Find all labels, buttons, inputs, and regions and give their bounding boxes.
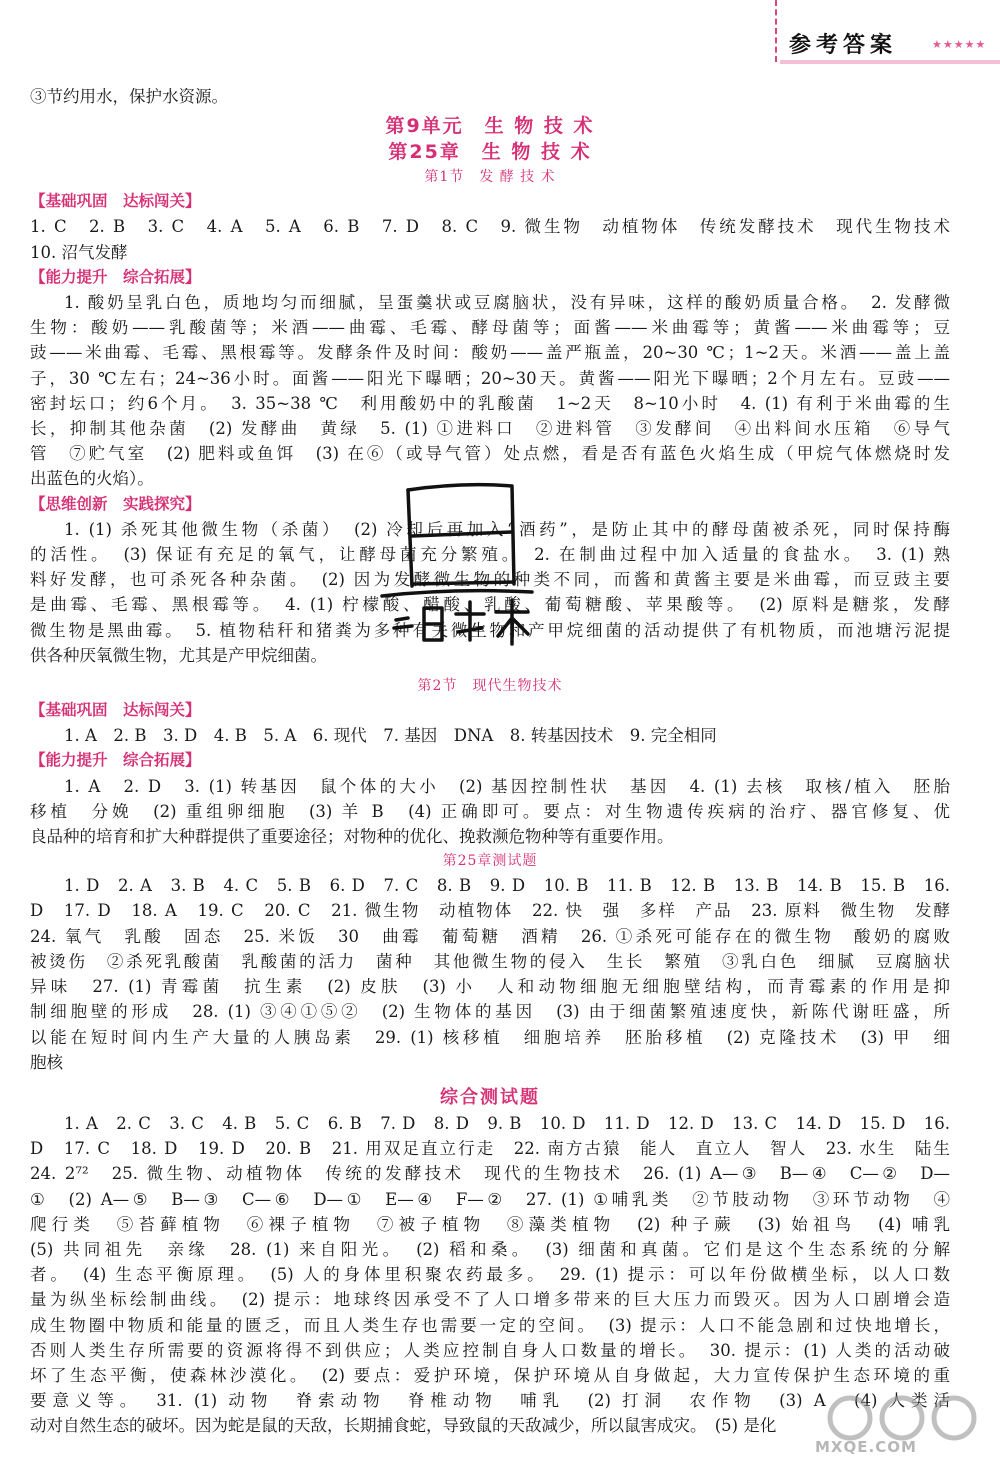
answer-line: 移植 分娩 (2) 重组卵细胞 (3) 羊 B (4) 正确即可。要点：对生物遗传疾病的治疗、器官修复、优 <box>30 801 950 821</box>
s2-basic-label: 【基础巩固 达标闯关】 <box>30 701 201 720</box>
header-divider <box>775 0 779 62</box>
answer-line: 管 ⑦贮气室 (2) 肥料或鱼饵 (3) 在⑥（或导气管）处点燃，看是否有蓝色火焰生成（甲烷气体燃烧时发 <box>30 444 950 464</box>
section2-title: 第2节 现代生物技术 <box>417 678 563 695</box>
answer-content <box>30 84 950 1439</box>
section1-title: 第1节 发 酵 技 术 <box>424 169 556 186</box>
answer-line: 的活性。 (3) 保证有充足的氧气，让酵母菌充分繁殖。 2. 在制曲过程中加入适量的食盐水。 3. (1) 熟 <box>30 545 950 565</box>
answer-line: 以能在短时间内生产大量的人胰岛素 29. (1) 核移植 细胞培养 胚胎移植 (2) 克隆技术 (3) 甲 细 <box>30 1027 950 1047</box>
header-title: 参考答案 <box>789 33 898 58</box>
comp-test-title: 综合测试题 <box>440 1086 540 1108</box>
answer-line: 1. 酸奶呈乳白色，质地均匀而细腻，呈蛋羹状或豆腐脑状，没有异味，这样的酸奶质量合格。 2. 发酵微 <box>64 293 950 313</box>
answer-line: 坏了生态平衡，使森林沙漠化。 (2) 要点：爱护环境，保护环境从自身做起，大力宣传保护生态环境的重 <box>30 1365 950 1385</box>
answer-line: (5) 共同祖先 亲缘 28. (1) 来自阳光。 (2) 稻和桑。 (3) 细菌和真菌。它们是这个生态系统的分解 <box>30 1239 950 1259</box>
s2-basic-block <box>30 723 950 748</box>
answer-line: 动对自然生态的破坏。因为蛇是鼠的天敌，长期捕食蛇，导致鼠的天敌减少，所以鼠害成灾。 (5) 是化 <box>30 1416 777 1436</box>
header-bar <box>780 60 1000 64</box>
s1-basic-block <box>30 214 950 264</box>
answer-line: ① (2) A—⑤ B—③ C—⑥ D—① E—④ F—② 27. (1) ①哺乳类 ②节肢动物 ③环节动物 ④ <box>30 1189 950 1209</box>
answer-line: 异味 27. (1) 青霉菌 抗生素 (2) 皮肤 (3) 小 人和动物细胞无细胞壁结构，而青霉素的作用是抑 <box>30 977 950 997</box>
answer-line: 否则人类生存所需要的资源将得不到供应；人类应控制自身人口数量的增长。 30. 提示：(1) 人类的活动破 <box>30 1340 950 1360</box>
answer-line: 生物：酸奶——乳酸菌等；米酒——曲霉、毛霉、酵母菌等；面酱——米曲霉等；黄酱——米曲霉等；豆 <box>30 318 950 338</box>
s1-think-label: 【思维创新 实践探究】 <box>30 494 201 513</box>
watermark-text: MXQE.COM <box>815 1438 917 1456</box>
answer-line: 1. A 2. B 3. D 4. B 5. A 6. 现代 7. 基因 DNA 8. 转基因技术 9. 完全相同 <box>64 726 717 746</box>
answer-line: 要意义等。 31. (1) 动物 脊索动物 脊椎动物 哺乳 (2) 打洞 农作物 (3) A (4) 人类活 <box>30 1391 950 1411</box>
header-stars-icon: ★★★★★ <box>932 38 987 51</box>
s1-basic-label: 【基础巩固 达标闯关】 <box>30 192 201 211</box>
answer-line: 1. A 2. C 3. C 4. B 5. C 6. B 7. D 8. D 9. B 10. D 11. D 12. D 13. C 14. D 15. D 16. <box>64 1113 950 1133</box>
top-line: ③节约用水，保护水资源。 <box>30 87 228 106</box>
answer-line: 成生物圈中物质和能量的匮乏，而且人类生存也需要一定的空间。 (3) 提示：人口不能急剧和过快地增长， <box>30 1315 950 1335</box>
answer-line: 24. 2⁷² 25. 微生物、动植物体 传统的发酵技术 现代的生物技术 26. (1) A—③ B—④ C—② D— <box>30 1164 950 1184</box>
answer-line: 微生物是黑曲霉。 5. 植物秸秆和猪粪为多种有关微生物和产甲烷细菌的活动提供了有机物质，而池塘污泥提 <box>30 620 950 640</box>
answer-line: D 17. D 18. A 19. C 20. C 21. 微生物 动植物体 22. 快 强 多样 产品 23. 原料 微生物 发酵 <box>30 901 950 921</box>
answer-line: 24. 氧气 乳酸 固态 25. 米饭 30 曲霉 葡萄糖 酒精 26. ①杀死可能存在的微生物 酸奶的腐败 <box>30 926 950 946</box>
comp-test-block <box>30 1111 950 1439</box>
chapter-title: 第25章 生 物 技 术 <box>388 141 592 164</box>
answer-line: 供各种厌氧微生物，尤其是产甲烷细菌。 <box>30 645 327 665</box>
answer-line: 爬行类 ⑤苔藓植物 ⑥裸子植物 ⑦被子植物 ⑧藻类植物 (2) 种子蕨 (3) 始祖鸟 (4) 哺乳 <box>30 1214 950 1234</box>
answer-line: 料好发酵，也可杀死各种杂菌。 (2) 因为发酵微生物的种类不同，而酱和黄酱主要是米曲霉，而豆豉主要 <box>30 570 950 590</box>
answer-line: 豉——米曲霉、毛霉、黑根霉等。发酵条件及时间：酸奶——盖严瓶盖，20~30 ℃；1~2天。米酒——盖上盖 <box>30 343 950 363</box>
answer-line: 是曲霉、毛霉、黑根霉等。 4. (1) 柠檬酸、醋酸、乳酸、葡萄糖酸、苹果酸等。 (2) 原料是糖浆，发酵 <box>30 595 950 615</box>
answer-line: 胞核 <box>30 1052 63 1072</box>
s1-ability-label: 【能力提升 综合拓展】 <box>30 267 201 286</box>
answer-line: D 17. C 18. D 19. D 20. B 21. 用双足直立行走 22. 南方古猿 能人 直立人 智人 23. 水生 陆生 <box>30 1139 950 1159</box>
answer-line: 长，抑制其他杂菌 (2) 发酵曲 黄绿 5. (1) ①进料口 ②进料管 ③发酵间 ④出料间水压箱 ⑥导气 <box>30 419 950 439</box>
answer-line: 被烫伤 ②杀死乳酸菌 乳酸菌的活力 菌种 其他微生物的侵入 生长 繁殖 ③乳白色 细腻 豆腐脑状 <box>30 951 950 971</box>
answer-line: 量为纵坐标绘制曲线。 (2) 提示：地球终因承受不了人口增多带来的巨大压力而毁灭。因为人口剧增会造 <box>30 1290 950 1310</box>
handwriting-scribble <box>372 468 542 648</box>
answer-line: 1. C 2. B 3. C 4. A 5. A 6. B 7. D 8. C 9. 微生物 动植物体 传统发酵技术 现代生物技术 <box>30 217 950 237</box>
answer-line: 密封坛口；约6个月。 3. 35~38 ℃ 利用酸奶中的乳酸菌 1~2天 8~10小时 4. (1) 有利于米曲霉的生 <box>30 393 950 413</box>
unit-title: 第9单元 生 物 技 术 <box>385 115 595 138</box>
answer-line: 制细胞壁的形成 28. (1) ③④①⑤② (2) 生物体的基因 (3) 由于细菌繁殖速度快，新陈代谢旺盛，所 <box>30 1002 950 1022</box>
answer-line: 子，30 ℃左右；24~36小时。面酱——阳光下曝晒；20~30天。黄酱——阳光下曝晒；2个月左右。豆豉—— <box>30 368 950 388</box>
chapter-test-title: 第25章测试题 <box>442 853 538 870</box>
s2-ability-label: 【能力提升 综合拓展】 <box>30 751 201 770</box>
answer-line: 良品种的培育和扩大种群提供了重要途径；对物种的优化、挽救濒危物种等有重要作用。 <box>30 827 674 847</box>
answer-line: 1. A 2. D 3. (1) 转基因 鼠个体的大小 (2) 基因控制性状 基因 4. (1) 去核 取核/植入 胚胎 <box>64 776 950 796</box>
answer-line: 者。 (4) 生态平衡原理。 (5) 人的身体里积聚农药最多。 29. (1) 提示：可以年份做横坐标，以人口数 <box>30 1265 950 1285</box>
s2-ability-block <box>30 774 950 850</box>
chapter-test-block <box>30 873 950 1075</box>
answer-line: 出蓝色的火焰）。 <box>30 469 154 489</box>
s1-ability-block <box>30 290 950 492</box>
answer-line: 10. 沼气发酵 <box>30 242 128 262</box>
answer-line: 1. (1) 杀死其他微生物（杀菌） (2) 冷却后再加入“酒药”，是防止其中的酵母菌被杀死，同时保持酶 <box>64 519 950 539</box>
answer-line: 1. D 2. A 3. B 4. C 5. B 6. D 7. C 8. B 9. D 10. B 11. B 12. B 13. B 14. B 15. B 16. <box>64 876 950 896</box>
